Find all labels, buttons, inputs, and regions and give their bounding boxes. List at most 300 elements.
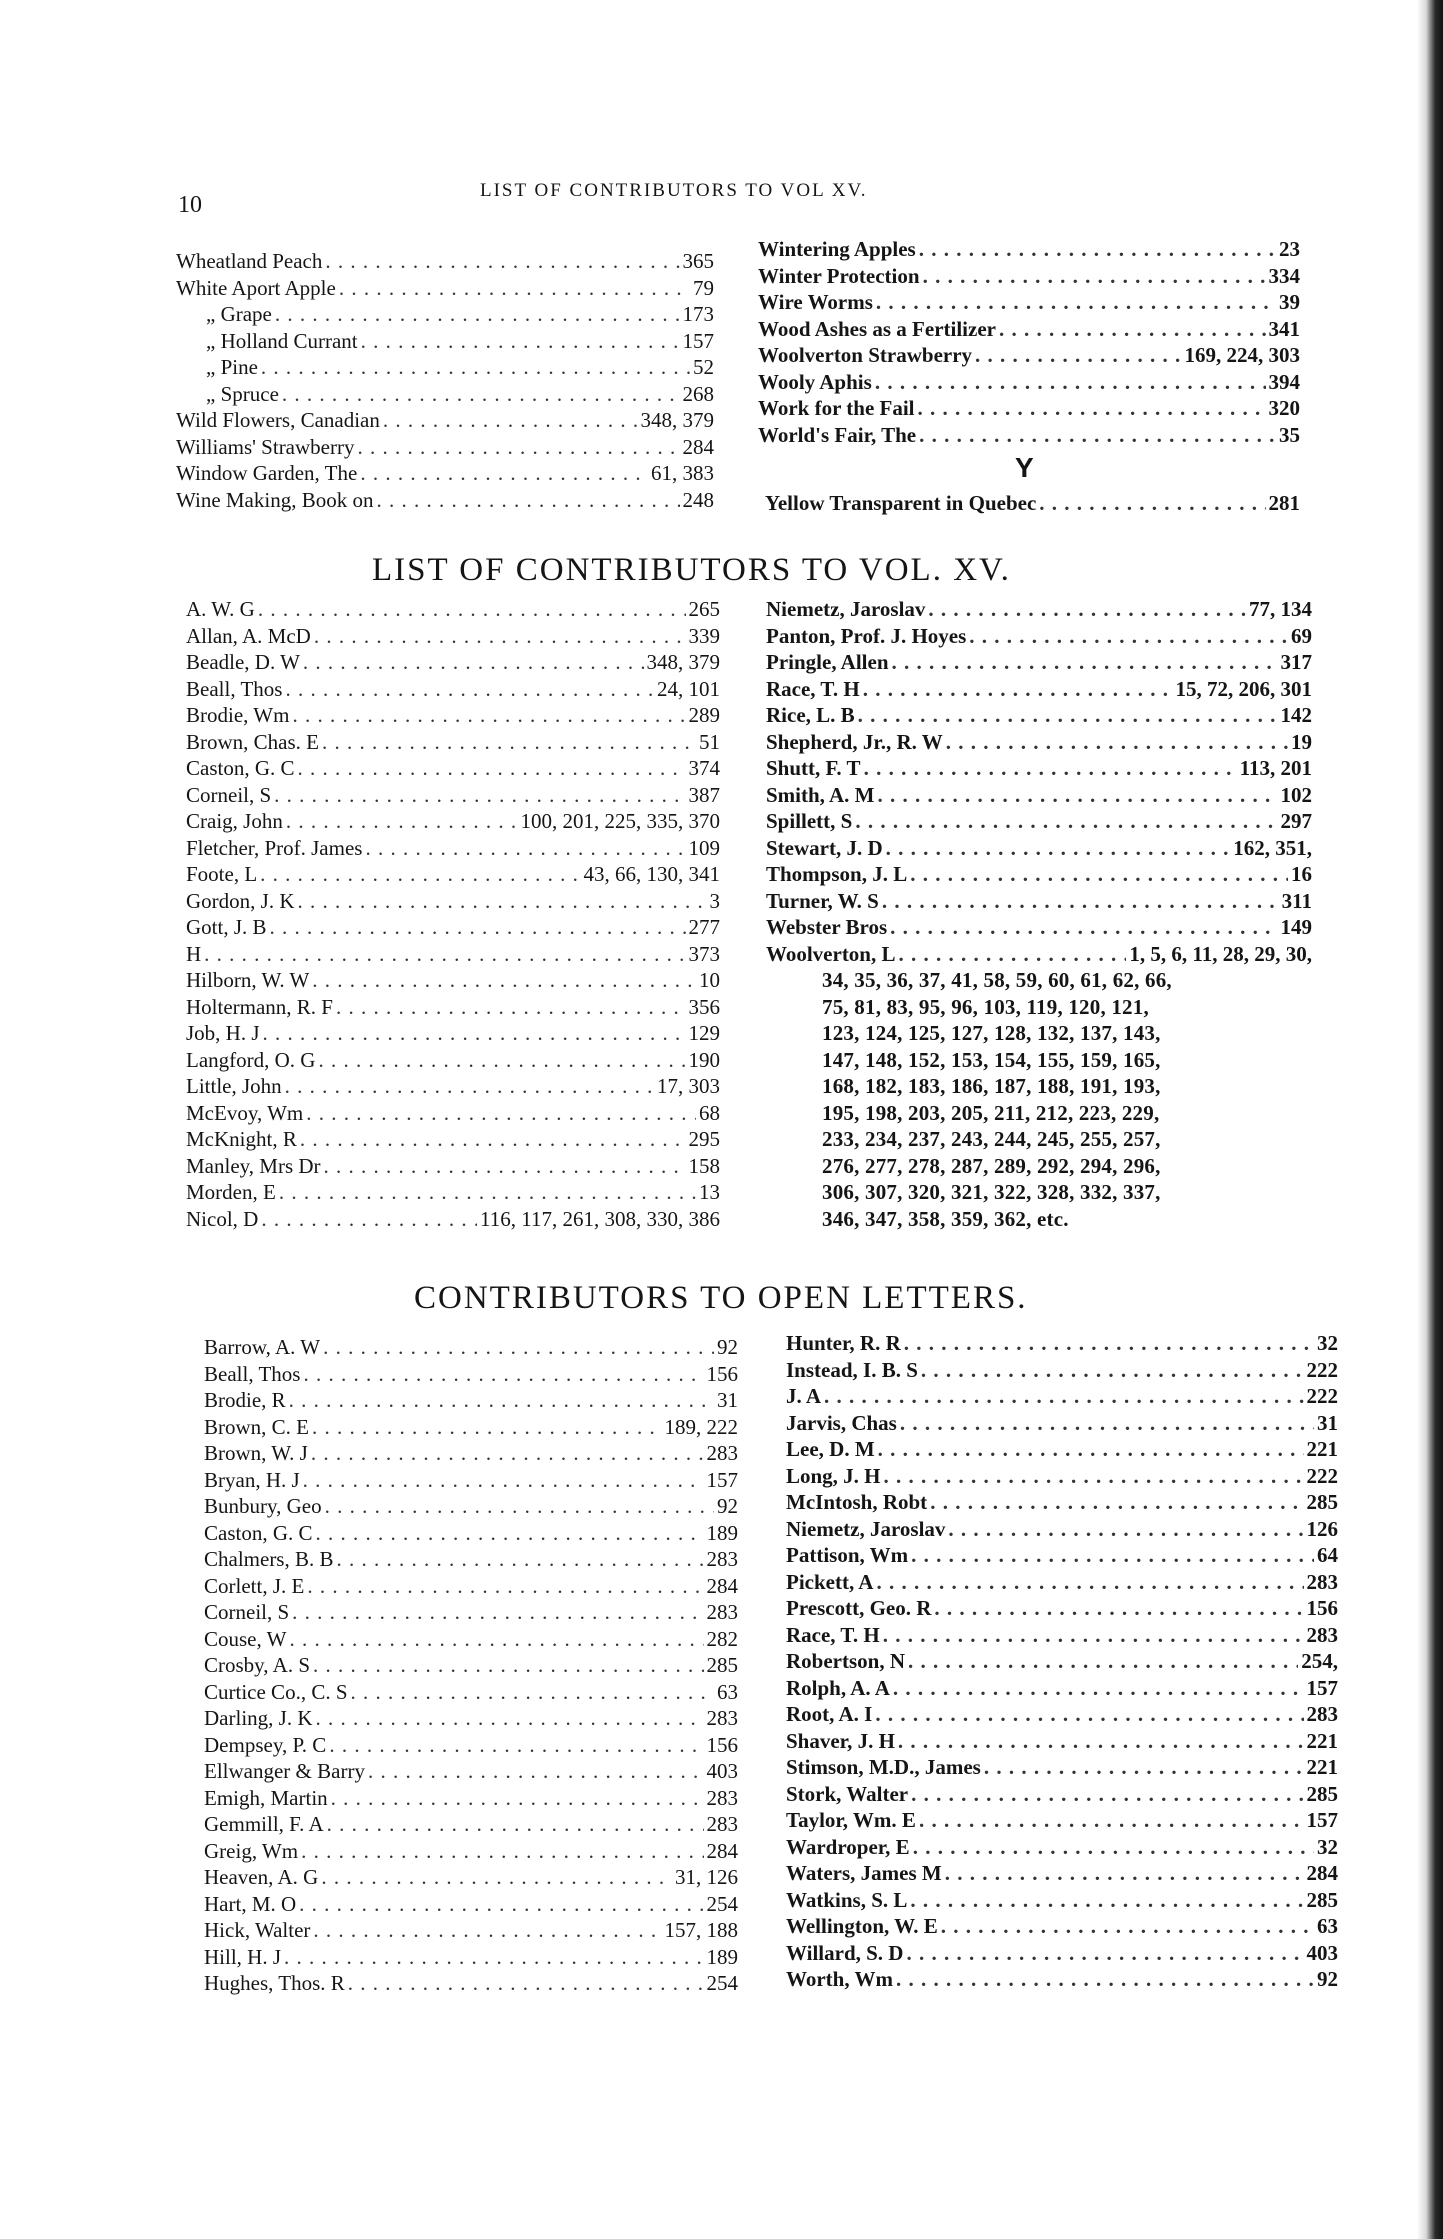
index-right-column xyxy=(758,236,1300,448)
dot-leader xyxy=(893,1675,1304,1702)
dot-leader xyxy=(303,1467,704,1494)
open-letter-entry xyxy=(204,1493,738,1520)
entry-pages: 39 xyxy=(1279,290,1300,314)
continuation-line xyxy=(766,1047,1312,1074)
contributor-entry xyxy=(186,1126,720,1153)
page-edge-shadow xyxy=(1417,0,1443,2239)
dot-leader xyxy=(904,1330,1314,1357)
dot-leader xyxy=(946,729,1288,756)
entry-name: Turner, W. S xyxy=(766,888,879,913)
entry-pages: 284 xyxy=(1306,1861,1338,1885)
dot-leader xyxy=(292,702,685,729)
open-letter-entry xyxy=(786,1913,1338,1940)
entry-name: Corlett, J. E xyxy=(204,1573,305,1598)
open-letters-left-column xyxy=(204,1334,738,1997)
contributor-entry xyxy=(186,1179,720,1206)
continued-pages: 233, 234, 237, 243, 244, 245, 255, 257, xyxy=(822,1127,1161,1151)
dot-leader xyxy=(360,460,648,487)
contributor-entry xyxy=(186,596,720,623)
entry-name: „ Grape xyxy=(206,302,272,326)
contributor-entry xyxy=(186,861,720,888)
entry-name: Woolverton, L xyxy=(766,941,896,966)
entry-name: Yellow Transparent in Quebec xyxy=(765,491,1037,515)
continuation-line xyxy=(766,1179,1312,1206)
continuation-line xyxy=(766,1073,1312,1100)
open-letter-entry xyxy=(204,1361,738,1388)
entry-name: Fletcher, Prof. James xyxy=(186,835,363,860)
entry-pages: 320 xyxy=(1268,396,1300,420)
open-letter-entry xyxy=(786,1781,1338,1808)
dot-leader xyxy=(270,914,686,941)
continuation-line xyxy=(766,1100,1312,1127)
entry-name: „ Pine xyxy=(206,355,258,379)
entry-name: Beall, Thos xyxy=(186,676,283,701)
entry-name: Shaver, J. H xyxy=(786,1728,895,1753)
dot-leader xyxy=(298,888,707,915)
contributor-entry xyxy=(186,835,720,862)
entry-pages: 64 xyxy=(1317,1543,1338,1567)
entry-pages: 92 xyxy=(717,1335,738,1359)
entry-name: Pringle, Allen xyxy=(766,650,889,674)
dot-leader xyxy=(999,316,1266,343)
open-letter-entry xyxy=(204,1520,738,1547)
continuation-line xyxy=(766,994,1312,1021)
dot-leader xyxy=(361,328,680,355)
entry-pages: 68 xyxy=(699,1100,720,1125)
entry-pages: 162, 351, xyxy=(1233,835,1312,860)
contributor-entry xyxy=(766,808,1312,835)
dot-leader xyxy=(910,861,1288,888)
contributors-left-column xyxy=(186,596,720,1232)
entry-pages: 283 xyxy=(706,1812,738,1836)
entry-name: Window Garden, The xyxy=(176,461,358,485)
open-letter-entry xyxy=(786,1383,1338,1410)
entry-name: Craig, John xyxy=(186,809,283,833)
running-head: LIST OF CONTRIBUTORS TO VOL XV. xyxy=(480,180,868,201)
entry-pages: 149 xyxy=(1280,915,1312,939)
contributor-entry xyxy=(766,861,1312,888)
index-entry xyxy=(758,236,1300,263)
entry-name: Beall, Thos xyxy=(204,1361,301,1386)
open-letter-entry xyxy=(204,1467,738,1494)
dot-leader xyxy=(329,1732,703,1759)
entry-pages: 282 xyxy=(706,1626,738,1651)
dot-leader xyxy=(875,369,1266,396)
open-letter-entry xyxy=(786,1463,1338,1490)
entry-name: Allan, A. McD xyxy=(186,623,311,648)
entry-name: Wardroper, E xyxy=(786,1834,910,1859)
entry-pages: 24, 101 xyxy=(657,676,720,701)
dot-leader xyxy=(324,1153,686,1180)
entry-pages: 285 xyxy=(1306,1781,1338,1806)
index-entry xyxy=(758,369,1300,396)
open-letter-entry xyxy=(786,1489,1338,1516)
entry-name: Long, J. H xyxy=(786,1463,881,1488)
index-entry xyxy=(758,316,1300,343)
continued-pages: 147, 148, 152, 153, 154, 155, 159, 165, xyxy=(822,1047,1161,1072)
contributor-entry xyxy=(766,755,1312,782)
dot-leader xyxy=(263,1020,686,1047)
entry-name: Hart, M. O xyxy=(204,1891,297,1916)
dot-leader xyxy=(339,275,690,302)
dot-leader xyxy=(258,596,686,623)
entry-pages: 35 xyxy=(1279,422,1300,447)
entry-pages: 339 xyxy=(688,623,720,648)
dot-leader xyxy=(303,649,644,676)
entry-name: McIntosh, Robt xyxy=(786,1490,928,1514)
index-after-letter xyxy=(765,490,1300,517)
contributor-entry xyxy=(186,888,720,915)
entry-pages: 17, 303 xyxy=(657,1074,720,1098)
contributor-entry xyxy=(186,623,720,650)
continued-pages: 195, 198, 203, 205, 211, 212, 223, 229, xyxy=(822,1100,1160,1125)
entry-pages: 283 xyxy=(706,1785,738,1810)
open-letter-entry xyxy=(786,1648,1338,1675)
entry-name: Williams' Strawberry xyxy=(176,434,355,459)
entry-name: Stimson, M.D., James xyxy=(786,1755,981,1779)
dot-leader xyxy=(948,1516,1303,1543)
entry-name: Robertson, N xyxy=(786,1649,905,1673)
dot-leader xyxy=(322,729,696,756)
entry-pages: 277 xyxy=(688,915,720,939)
entry-pages: 92 xyxy=(717,1494,738,1518)
entry-pages: 284 xyxy=(706,1838,738,1863)
dot-leader xyxy=(928,596,1246,623)
open-letter-entry xyxy=(204,1944,738,1971)
entry-pages: 222 xyxy=(1306,1463,1338,1488)
index-entry xyxy=(176,407,714,434)
dot-leader xyxy=(919,236,1276,263)
entry-pages: 285 xyxy=(1306,1887,1338,1912)
contributor-entry xyxy=(186,729,720,756)
entry-name: Bryan, H. J xyxy=(204,1467,300,1492)
contributor-entry xyxy=(186,994,720,1021)
entry-name: Winter Protection xyxy=(758,263,920,288)
open-letter-entry xyxy=(786,1595,1338,1622)
entry-name: Wire Worms xyxy=(758,290,873,314)
dot-leader xyxy=(886,835,1231,862)
entry-pages: 283 xyxy=(706,1706,738,1730)
entry-name: Foote, L xyxy=(186,862,258,886)
contributor-entry xyxy=(186,914,720,941)
entry-pages: 52 xyxy=(693,355,714,379)
index-entry xyxy=(176,460,714,487)
dot-leader xyxy=(824,1383,1303,1410)
entry-pages: 173 xyxy=(682,302,714,326)
dot-leader xyxy=(890,914,1277,941)
dot-leader xyxy=(318,1047,685,1074)
dot-leader xyxy=(898,1728,1304,1755)
entry-pages: 348, 379 xyxy=(646,650,720,674)
entry-pages: 156 xyxy=(1306,1596,1338,1620)
contributor-entry xyxy=(186,808,720,835)
entry-pages: 221 xyxy=(1306,1728,1338,1753)
entry-pages: 126 xyxy=(1306,1516,1338,1541)
dot-leader xyxy=(882,888,1279,915)
dot-leader xyxy=(204,941,685,968)
contributor-entry xyxy=(766,623,1312,650)
index-entry xyxy=(176,487,714,514)
open-letter-entry xyxy=(786,1940,1338,1967)
entry-name: Taylor, Wm. E xyxy=(786,1808,916,1832)
entry-name: Ellwanger & Barry xyxy=(204,1759,365,1783)
continuation-line xyxy=(766,1020,1312,1047)
dot-leader xyxy=(883,1622,1304,1649)
dot-leader xyxy=(376,487,679,514)
index-left-column xyxy=(176,248,714,513)
dot-leader xyxy=(337,1546,704,1573)
dot-leader xyxy=(285,676,654,703)
entry-pages: 283 xyxy=(706,1547,738,1571)
entry-name: Pattison, Wm xyxy=(786,1543,909,1567)
continued-pages: 123, 124, 125, 127, 128, 132, 137, 143, xyxy=(822,1021,1161,1045)
entry-pages: 102 xyxy=(1280,782,1312,807)
entry-name: „ Holland Currant xyxy=(206,328,358,353)
open-letter-entry xyxy=(204,1334,738,1361)
dot-leader xyxy=(1039,490,1265,517)
open-letter-entry xyxy=(204,1599,738,1626)
entry-pages: 157, 188 xyxy=(664,1918,738,1942)
contributor-entry xyxy=(186,1206,720,1233)
dot-leader xyxy=(301,1838,703,1865)
open-letter-entry xyxy=(204,1705,738,1732)
entry-name: Curtice Co., C. S xyxy=(204,1679,348,1704)
index-entry xyxy=(758,289,1300,316)
entry-pages: 63 xyxy=(717,1679,738,1704)
entry-pages: 116, 117, 261, 308, 330, 386 xyxy=(480,1206,720,1231)
entry-pages: 142 xyxy=(1280,703,1312,727)
contributor-entry xyxy=(186,1153,720,1180)
open-letter-entry xyxy=(786,1728,1338,1755)
entry-pages: 31 xyxy=(1317,1410,1338,1435)
entry-pages: 283 xyxy=(706,1441,738,1465)
entry-pages: 281 xyxy=(1268,491,1300,515)
entry-pages: 254 xyxy=(706,1891,738,1916)
dot-leader xyxy=(336,994,686,1021)
entry-pages: 265 xyxy=(688,597,720,621)
entry-pages: 32 xyxy=(1317,1834,1338,1859)
contributor-entry xyxy=(766,835,1312,862)
entry-name: Gordon, J. K xyxy=(186,888,295,913)
open-letter-entry xyxy=(786,1436,1338,1463)
open-letter-entry xyxy=(204,1546,738,1573)
dot-leader xyxy=(289,1626,703,1653)
dot-leader xyxy=(984,1754,1304,1781)
open-letter-entry xyxy=(786,1357,1338,1384)
index-entry xyxy=(758,422,1300,449)
entry-pages: 63 xyxy=(1317,1914,1338,1938)
entry-name: Corneil, S xyxy=(186,782,272,807)
dot-leader xyxy=(298,755,686,782)
entry-name: Work for the Fail xyxy=(758,396,915,420)
entry-name: „ Spruce xyxy=(206,381,279,406)
contributor-entry xyxy=(186,649,720,676)
dot-leader xyxy=(923,263,1266,290)
entry-pages: 221 xyxy=(1306,1755,1338,1779)
dot-leader xyxy=(325,248,679,275)
open-letter-entry xyxy=(786,1622,1338,1649)
contributors-heading: LIST OF CONTRIBUTORS TO VOL. XV. xyxy=(372,552,1011,588)
contributor-entry xyxy=(186,1020,720,1047)
entry-name: Race, T. H xyxy=(766,676,860,701)
dot-leader xyxy=(876,1569,1303,1596)
entry-name: Wooly Aphis xyxy=(758,369,872,394)
continuation-line xyxy=(766,1206,1312,1233)
contributor-entry xyxy=(186,676,720,703)
entry-pages: 248 xyxy=(682,487,714,512)
dot-leader xyxy=(286,808,518,835)
page-number: 10 xyxy=(178,192,202,218)
entry-pages: 222 xyxy=(1306,1357,1338,1382)
entry-name: Lee, D. M xyxy=(786,1437,875,1461)
entry-name: Corneil, S xyxy=(204,1600,290,1624)
dot-leader xyxy=(921,1357,1304,1384)
open-letter-entry xyxy=(786,1834,1338,1861)
entry-pages: 77, 134 xyxy=(1249,597,1312,621)
entry-pages: 289 xyxy=(688,703,720,727)
entry-name: McKnight, R xyxy=(186,1127,297,1151)
entry-pages: 285 xyxy=(706,1653,738,1677)
entry-pages: 190 xyxy=(688,1047,720,1072)
entry-pages: 317 xyxy=(1280,650,1312,674)
open-letter-entry xyxy=(786,1569,1338,1596)
dot-leader xyxy=(383,407,638,434)
entry-name: Gott, J. B xyxy=(186,915,267,939)
entry-pages: 373 xyxy=(688,941,720,966)
contributor-entry xyxy=(186,782,720,809)
entry-name: Darling, J. K xyxy=(204,1706,313,1730)
contributor-entry xyxy=(766,649,1312,676)
entry-name: Hughes, Thos. R xyxy=(204,1971,345,1995)
open-letter-entry xyxy=(786,1754,1338,1781)
entry-name: Panton, Prof. J. Hoyes xyxy=(766,623,967,648)
entry-name: Instead, I. B. S xyxy=(786,1357,918,1382)
entry-name: Brodie, R xyxy=(204,1388,286,1412)
dot-leader xyxy=(321,1864,672,1891)
dot-leader xyxy=(913,1834,1314,1861)
entry-name: Hunter, R. R xyxy=(786,1331,901,1355)
dot-leader xyxy=(941,1913,1314,1940)
entry-name: Manley, Mrs Dr xyxy=(186,1153,321,1178)
continued-pages: 75, 81, 83, 95, 96, 103, 119, 120, 121, xyxy=(822,994,1149,1019)
dot-leader xyxy=(855,808,1277,835)
index-entry xyxy=(176,434,714,461)
entry-pages: 403 xyxy=(1306,1940,1338,1965)
entry-pages: 403 xyxy=(706,1759,738,1783)
dot-leader xyxy=(918,395,1266,422)
entry-name: Nicol, D xyxy=(186,1206,259,1231)
index-entry xyxy=(765,490,1300,517)
dot-leader xyxy=(303,1361,703,1388)
entry-name: Webster Bros xyxy=(766,915,888,939)
entry-name: Brown, C. E xyxy=(204,1414,309,1439)
index-entry xyxy=(758,342,1300,369)
entry-pages: 284 xyxy=(682,434,714,459)
entry-name: Woolverton Strawberry xyxy=(758,343,973,367)
entry-pages: 189 xyxy=(706,1520,738,1545)
entry-pages: 189 xyxy=(706,1944,738,1969)
entry-name: Watkins, S. L xyxy=(786,1887,908,1912)
entry-pages: 169, 224, 303 xyxy=(1184,343,1300,367)
contributor-entry xyxy=(186,1047,720,1074)
entry-name: Rolph, A. A xyxy=(786,1675,890,1700)
entry-pages: 387 xyxy=(688,782,720,807)
open-letter-entry xyxy=(204,1679,738,1706)
entry-name: Heaven, A. G xyxy=(204,1865,319,1889)
dot-leader xyxy=(878,1436,1304,1463)
entry-pages: 158 xyxy=(688,1153,720,1178)
contributor-entry xyxy=(766,888,1312,915)
entry-name: Holtermann, R. F xyxy=(186,994,333,1019)
entry-name: Beadle, D. W xyxy=(186,650,300,674)
dot-leader xyxy=(261,354,690,381)
dot-leader xyxy=(261,1206,477,1233)
continued-pages: 276, 277, 278, 287, 289, 292, 294, 296, xyxy=(822,1153,1161,1178)
entry-name: Wellington, W. E xyxy=(786,1914,938,1938)
dot-leader xyxy=(876,289,1276,316)
entry-pages: 283 xyxy=(1306,1702,1338,1726)
dot-leader xyxy=(351,1679,714,1706)
dot-leader xyxy=(307,1573,703,1600)
dot-leader xyxy=(316,1520,704,1547)
entry-pages: 156 xyxy=(706,1732,738,1757)
entry-name: Chalmers, B. B xyxy=(204,1547,334,1571)
entry-pages: 3 xyxy=(709,888,720,913)
dot-leader xyxy=(906,1940,1303,1967)
dot-leader xyxy=(858,702,1278,729)
dot-leader xyxy=(331,1785,704,1812)
entry-name: Rice, L. B xyxy=(766,703,855,727)
entry-pages: 129 xyxy=(688,1021,720,1045)
entry-pages: 32 xyxy=(1317,1331,1338,1355)
entry-name: Brown, Chas. E xyxy=(186,729,319,754)
contributor-entry xyxy=(766,702,1312,729)
entry-name: Wine Making, Book on xyxy=(176,487,374,512)
entry-pages: 365 xyxy=(682,249,714,273)
dot-leader xyxy=(285,1073,654,1100)
index-entry xyxy=(176,328,714,355)
open-letter-entry xyxy=(786,1860,1338,1887)
entry-name: Hilborn, W. W xyxy=(186,968,310,992)
entry-name: Langford, O. G xyxy=(186,1047,316,1072)
dot-leader xyxy=(311,1440,704,1467)
index-entry xyxy=(758,263,1300,290)
open-letter-entry xyxy=(204,1414,738,1441)
entry-name: White Aport Apple xyxy=(176,275,336,300)
dot-leader xyxy=(368,1758,704,1785)
entry-pages: 31, 126 xyxy=(675,1865,738,1889)
dot-leader xyxy=(292,1599,703,1626)
open-letter-entry xyxy=(204,1573,738,1600)
dot-leader xyxy=(299,1891,703,1918)
dot-leader xyxy=(275,301,680,328)
entry-pages: 92 xyxy=(1317,1967,1338,1991)
open-letter-entry xyxy=(204,1626,738,1653)
entry-name: Smith, A. M xyxy=(766,782,875,807)
entry-pages: 356 xyxy=(688,994,720,1019)
entry-name: Wild Flowers, Canadian xyxy=(176,408,380,432)
dot-leader xyxy=(892,649,1278,676)
dot-leader xyxy=(306,1100,696,1127)
dot-leader xyxy=(284,1944,703,1971)
open-letter-entry xyxy=(204,1652,738,1679)
index-entry xyxy=(758,395,1300,422)
dot-leader xyxy=(896,1966,1314,1993)
index-entry xyxy=(176,248,714,275)
entry-name: J. A xyxy=(786,1384,822,1408)
entry-pages: 15, 72, 206, 301 xyxy=(1175,676,1312,701)
entry-pages: 157 xyxy=(682,328,714,353)
